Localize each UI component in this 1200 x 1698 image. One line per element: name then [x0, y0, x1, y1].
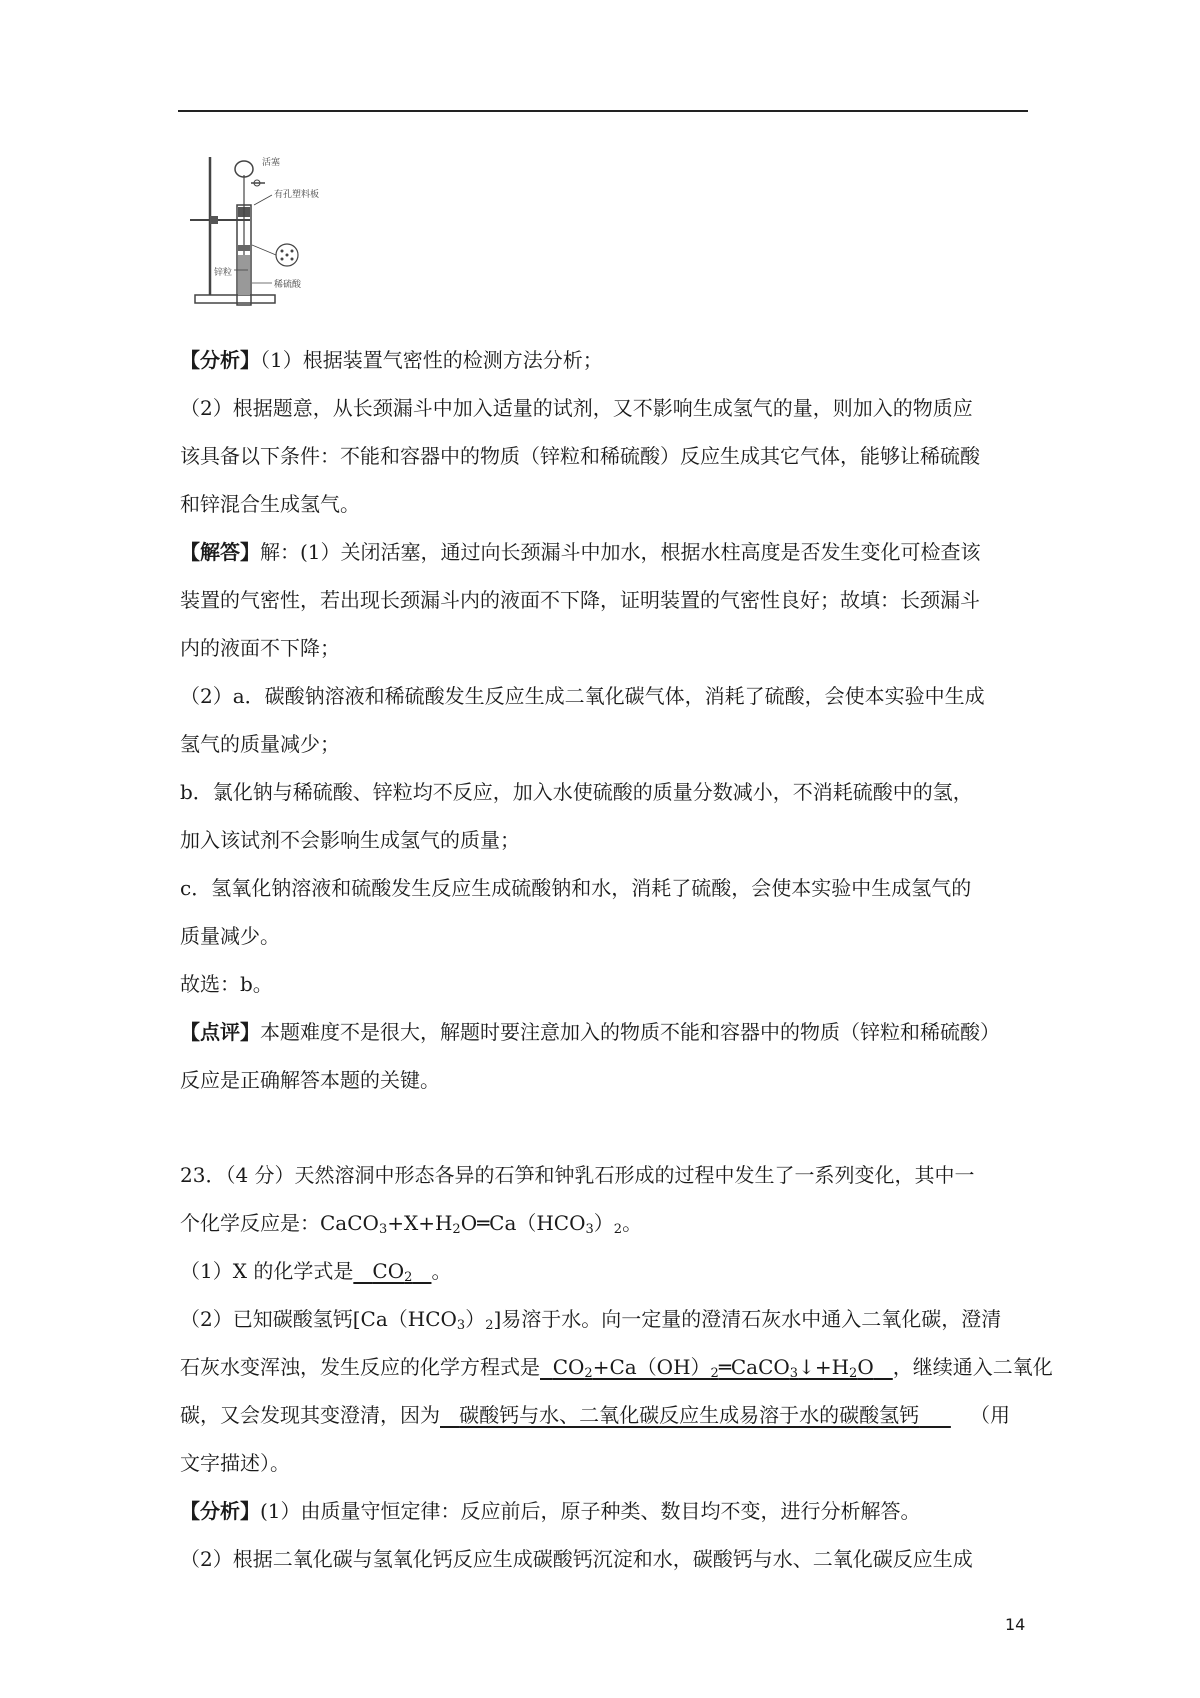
q22-analysis-line4: 和锌混合生成氢气。: [180, 492, 360, 516]
q23-part1-answer: $CO_2$: [372, 1259, 413, 1285]
apparatus-figure: [190, 155, 380, 325]
answer-text: 解：(1）关闭活塞，通过向长颈漏斗中加水，根据水柱高度是否发生变化可检查该: [260, 540, 981, 564]
answer-tag: 【解答】: [180, 540, 260, 564]
q22-answer-line3: 内的液面不下降；: [180, 636, 340, 660]
label-acid: 稀硫酸: [274, 280, 302, 290]
q22-answer-line7: 加入该试剂不会影响生成氢气的质量；: [180, 828, 520, 852]
page-number: 14: [1005, 1615, 1026, 1634]
q22-answer-line4: （2）a．碳酸钠溶液和稀硫酸发生反应生成二氧化碳气体，消耗了硫酸，会使本实验中生成: [180, 684, 985, 708]
q23-stem-line1: 23．（4 分）天然溶洞中形态各异的石笋和钟乳石形成的过程中发生了一系列变化，其中一: [180, 1163, 975, 1187]
comment-text: 本题难度不是很大，解题时要注意加入的物质不能和容器中的物质（锌粒和稀硫酸）: [260, 1020, 1000, 1044]
q22-comment-line1: [180, 1017, 1000, 1047]
header-rule: [178, 110, 1028, 112]
analysis-tag: 【分析】: [180, 1499, 260, 1523]
q22-answer-line5: 氢气的质量减少；: [180, 732, 340, 756]
analysis-tag: 【分析】: [180, 348, 260, 372]
q23-part2-line4: 文字描述）。: [180, 1451, 290, 1475]
q23-analysis-line2: （2）根据二氧化碳与氢氧化钙反应生成碳酸钙沉淀和水，碳酸钙与水、二氧化碳反应生成: [180, 1547, 973, 1571]
q23-part2-line2: 石灰水变浑浊，发生反应的化学方程式是 $CO_2+Ca(OH)_2═CaCO_3↓+H_2O$ ，继续通入二氧化: [180, 1355, 1053, 1381]
q22-answer-line8: c．氢氧化钠溶液和硫酸发生反应生成硫酸钠和水，消耗了硫酸，会使本实验中生成氢气的: [180, 876, 972, 900]
analysis-text: (1）由质量守恒定律：反应前后，原子种类、数目均不变，进行分析解答。: [260, 1499, 921, 1523]
label-plate: 有孔塑料板: [274, 190, 320, 200]
q22-answer-line6: b．氯化钠与稀硫酸、锌粒均不反应，加入水使硫酸的质量分数减小，不消耗硫酸中的氢，: [180, 780, 973, 804]
q22-choice: 故选：b。: [180, 972, 273, 996]
q22-answer-line1: [180, 537, 981, 567]
q22-analysis-line2: （2）根据题意，从长颈漏斗中加入适量的试剂，又不影响生成氢气的量，则加入的物质应: [180, 396, 973, 420]
hydrogen-generator-diagram: [190, 155, 380, 325]
q23-equation-answer: $CO_2+Ca(OH)_2═CaCO_3↓+H_2O$: [552, 1355, 874, 1381]
q22-comment-line2: 反应是正确解答本题的关键。: [180, 1068, 440, 1092]
q22-analysis-line1: [180, 345, 603, 375]
q23-part1: （1）X 的化学式是 $CO_2$ 。: [180, 1259, 452, 1285]
q23-stem-line2: 个化学反应是：$CaCO_3+X+H_2O═Ca(HCO_3)_2$。: [180, 1211, 643, 1237]
label-zinc: 锌粒: [214, 268, 233, 278]
comment-tag: 【点评】: [180, 1020, 260, 1044]
q23-reason-answer: 碳酸钙与水、二氧化碳反应生成易溶于水的碳酸氢钙: [459, 1403, 920, 1427]
q23-analysis-line1: [180, 1496, 921, 1526]
q22-answer-line9: 质量减少。: [180, 924, 280, 948]
q23-part2-line1: （2）已知碳酸氢钙$[Ca(HCO_3)_2]$易溶于水。向一定量的澄清石灰水中通入二氧化碳，澄清: [180, 1307, 1002, 1333]
q23-part2-line3: 碳，又会发现其变澄清，因为 碳酸钙与水、二氧化碳反应生成易溶于水的碳酸氢钙 （用: [180, 1403, 1010, 1427]
label-stopcock: 活塞: [262, 158, 281, 168]
analysis-text: （1）根据装置气密性的检测方法分析；: [260, 348, 603, 372]
q22-analysis-line3: 该具备以下条件：不能和容器中的物质（锌粒和稀硫酸）反应生成其它气体，能够让稀硫酸: [180, 444, 980, 468]
q22-answer-line2: 装置的气密性，若出现长颈漏斗内的液面不下降，证明装置的气密性良好；故填：长颈漏斗: [180, 588, 980, 612]
